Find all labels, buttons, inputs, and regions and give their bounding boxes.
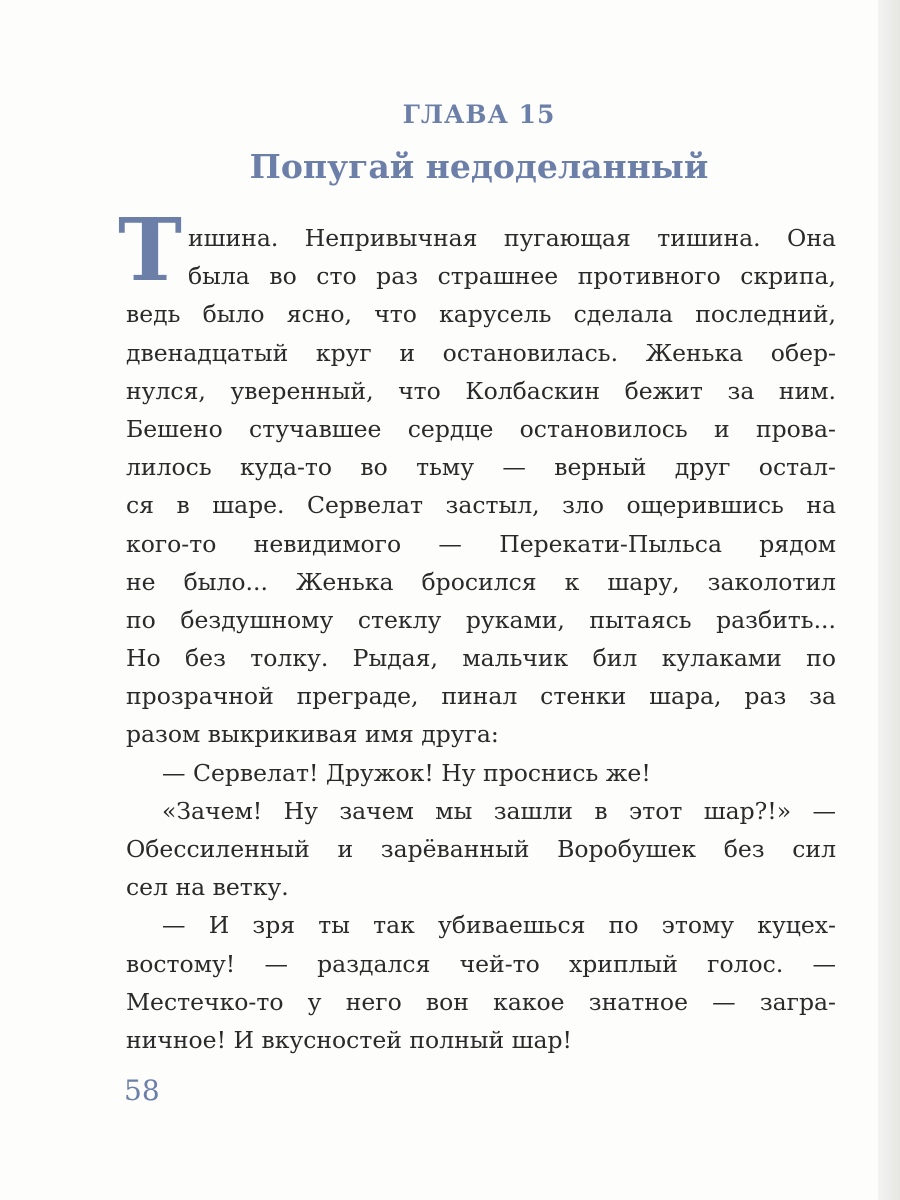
text-line: — Сервелат! Дружок! Ну проснись же! xyxy=(162,758,651,787)
text-line: нулся, уверенный, что Колбаскин бежит за ним. xyxy=(126,376,836,405)
body-text xyxy=(126,219,836,1059)
drop-cap: Т xyxy=(118,200,182,301)
text-line: прозрачной преграде, пинал стенки шара, раз за xyxy=(126,682,836,711)
text-line: сел на ветку. xyxy=(126,873,289,902)
chapter-title: Попугай недоделанный xyxy=(249,147,709,186)
chapter-label: ГЛАВА 15 xyxy=(402,100,556,129)
text-line: не было... Женька бросился к шару, заколотил xyxy=(126,567,836,596)
text-line: была во сто раз страшнее противного скрипа, xyxy=(188,262,836,291)
text-line: лилось куда-то во тьму — верный друг остал- xyxy=(126,453,836,482)
text-line: Но без толку. Рыдая, мальчик бил кулаками по xyxy=(126,644,836,673)
text-line: ишина. Непривычная пугающая тишина. Она xyxy=(188,224,836,252)
text-line: кого-то невидимого — Перекати-Пыльса рядом xyxy=(126,529,836,558)
text-line: — И зря ты так убиваешься по этому куцех- xyxy=(162,911,836,940)
text-line: разом выкрикивая имя друга: xyxy=(126,720,499,749)
text-line: ничное! И вкусностей полный шар! xyxy=(126,1025,572,1054)
text-line: по бездушному стеклу руками, пытаясь разбить... xyxy=(126,605,836,634)
page-number: 58 xyxy=(124,1074,160,1107)
text-line: востому! — раздался чей-то хриплый голос. — xyxy=(126,949,836,978)
text-line: Местечко-то у него вон какое знатное — загра- xyxy=(126,987,836,1016)
text-line: Обессиленный и зарёванный Воробушек без сил xyxy=(126,835,836,863)
text-line: Бешено стучавшее сердце остановилось и прова- xyxy=(126,414,836,443)
text-line: «Зачем! Ну зачем мы зашли в этот шар?!» — xyxy=(162,796,836,825)
text-line: ся в шаре. Сервелат застыл, зло ощерившись на xyxy=(126,491,836,520)
text-line: ведь было ясно, что карусель сделала последний, xyxy=(126,300,836,329)
text-line: двенадцатый круг и остановилась. Женька обер- xyxy=(126,338,836,367)
